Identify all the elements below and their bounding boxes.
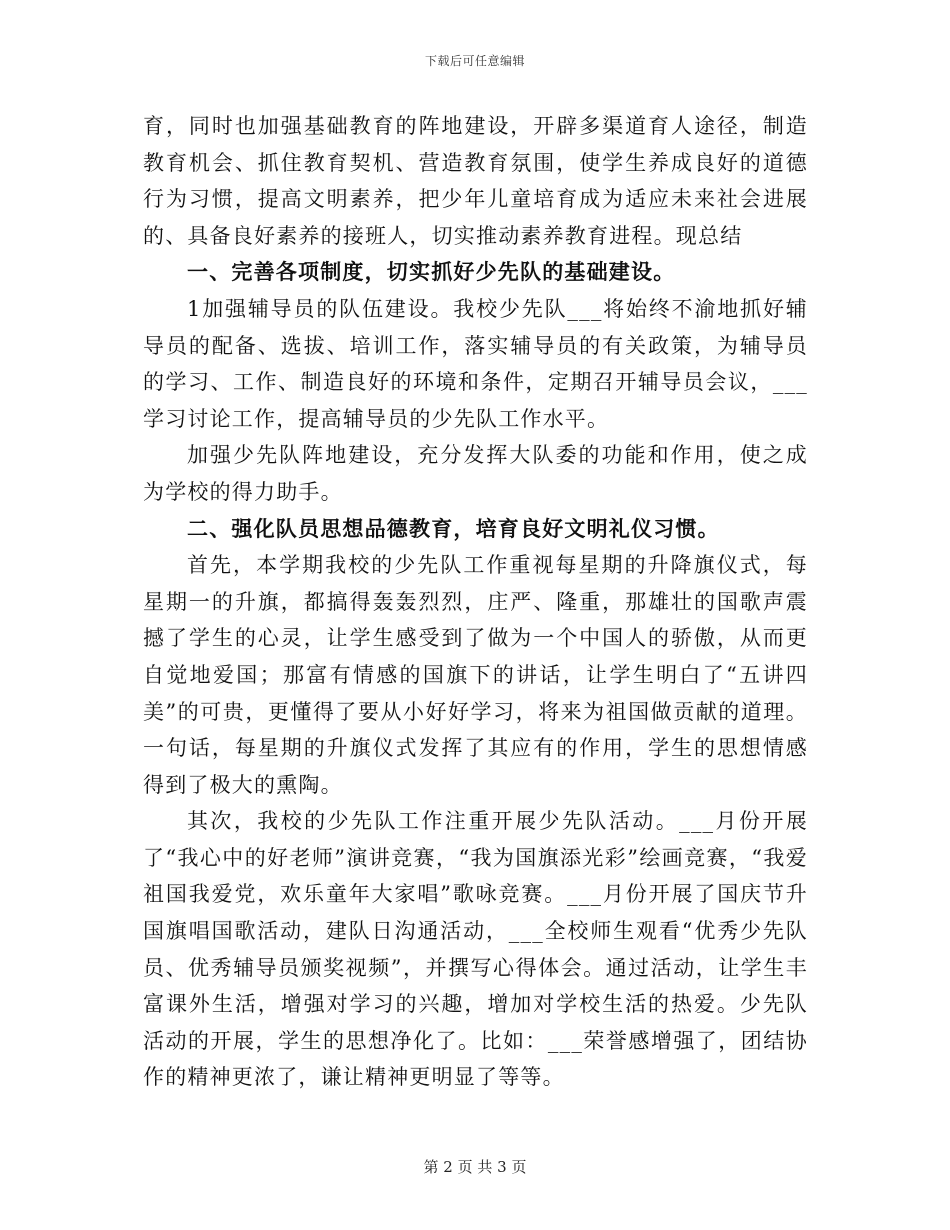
page-number: 第 2 页 共 3 页 [423, 1158, 527, 1176]
section-heading-2: 二、强化队员思想品德教育，培育良好文明礼仪习惯。 [187, 516, 720, 541]
paragraph-intro: 育，同时也加强基础教育的阵地建设，开辟多渠道育人途径，制造教育机会、抓住教育契机、营造教育氛围，使学生养成良好的道德行为习惯，提高文明素养，把少年儿童培育成为适应未来社会进展的、具备良好素养的接班人，切实推动素养教育进程。现总结 [143, 114, 808, 248]
paragraph-position-building: 加强少先队阵地建设，充分发挥大队委的功能和作用，使之成为学校的得力助手。 [143, 443, 808, 504]
section-heading-1: 一、完善各项制度，切实抓好少先队的基础建设。 [187, 260, 676, 285]
paragraph-activities: 其次，我校的少先队工作注重开展少先队活动。___月份开展了“我心中的好老师”演讲竞赛，“我为国旗添光彩”绘画竞赛，“我爱祖国我爱党，欢乐童年大家唱”歌咏竞赛。___月份开展了国庆节升国旗唱国歌活动，建队日沟通活动，___全校师生观看“优秀少先队员、优秀辅导员颁奖视频”，并撰写心得体会。通过活动，让学生丰富课外生活，增强对学习的兴趣，增加对学校生活的热爱。少先队活动的开展，学生的思想净化了。比如：___荣誉感增强了，团结协作的精神更浓了，谦让精神更明显了等等。 [143, 809, 808, 1090]
paragraph-counselor-team: 1加强辅导员的队伍建设。我校少先队___将始终不渝地抓好辅导员的配备、选拔、培训工作，落实辅导员的有关政策，为辅导员的学习、工作、制造良好的环境和条件，定期召开辅导员会议，___学习讨论工作，提高辅导员的少先队工作水平。 [143, 296, 808, 431]
page-header-note: 下载后可任意编辑 [424, 54, 525, 68]
paragraph-flag-ceremony: 首先，本学期我校的少先队工作重视每星期的升降旗仪式，每星期一的升旗，都搞得轰轰烈烈，庄严、隆重，那雄壮的国歌声震撼了学生的心灵，让学生感受到了做为一个中国人的骄傲，从而更自觉地爱国；那富有情感的国旗下的讲话，让学生明白了“五讲四美”的可贵，更懂得了要从小好好学习，将来为祖国做贡献的道理。一句话，每星期的升旗仪式发挥了其应有的作用，学生的思想情感得到了极大的熏陶。 [143, 553, 808, 797]
document-body [143, 108, 808, 1096]
